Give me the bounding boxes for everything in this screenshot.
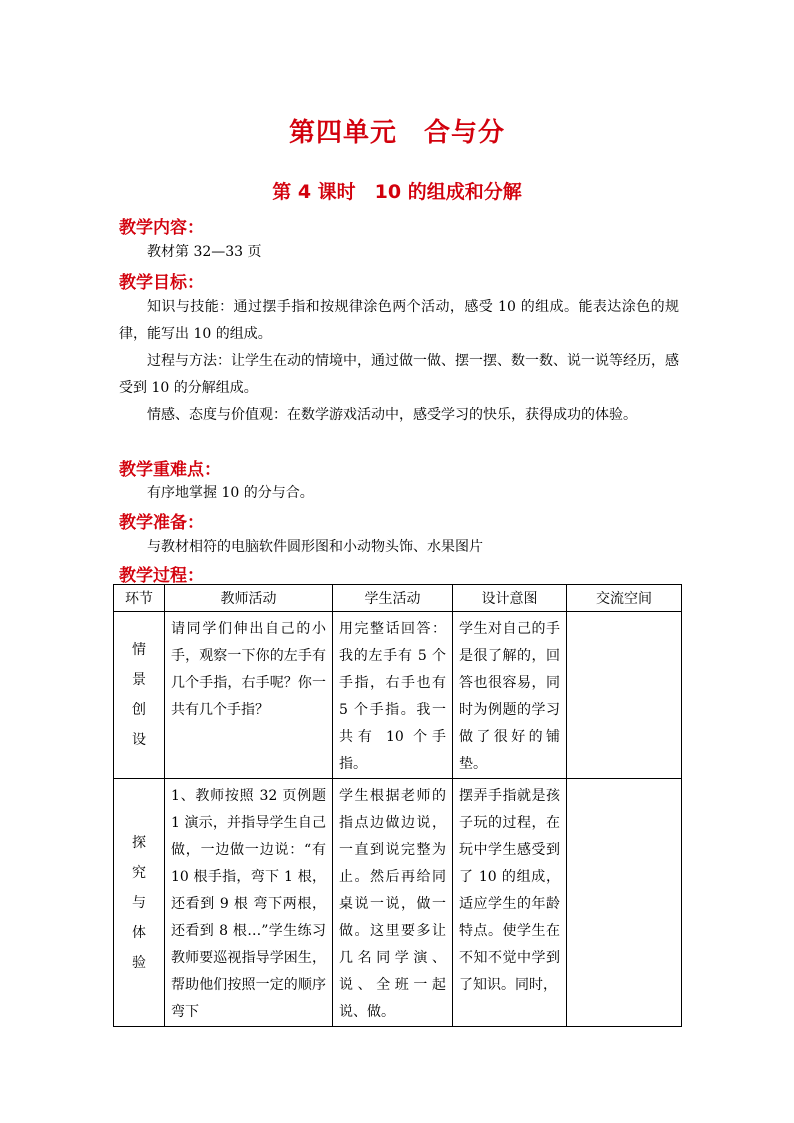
- section-heading-goals: 教学目标：: [119, 273, 204, 293]
- teacher-activity-cell: 1、教师按照 32 页例题 1 演示，并指导学生自己做，一边做一边说：“有 10 根手指，弯下 1 根，还看到 9 根 弯下两根，还看到 8 根…”学生练习教师要巡视指导学困生，帮助他们按照一定的顺序弯下: [165, 779, 333, 1027]
- stage-cell: [114, 612, 165, 779]
- header-exchange-space: 交流空间: [567, 585, 682, 612]
- table-row: [114, 779, 682, 1027]
- lesson-title: 第 4 课时 10 的组成和分解: [272, 181, 522, 203]
- section-heading-content: 教学内容：: [119, 218, 204, 238]
- goal-attitude: 情感、态度与价值观：在数学游戏活动中，感受学习的快乐，获得成功的体验。: [147, 407, 637, 423]
- stage-cell: [114, 779, 165, 1027]
- teacher-activity-cell: 请同学们伸出自己的小手，观察一下你的左手有几个手指，右手呢？你一共有几个手指？: [165, 612, 333, 779]
- process-table: [113, 584, 682, 1027]
- preparation-text: 与教材相符的电脑软件圆形图和小动物头饰、水果图片: [147, 539, 483, 555]
- design-intent-cell: 学生对自己的手是很了解的，回答也很容易，同时为例题的学习做了很好的铺垫。: [453, 612, 567, 779]
- table-row: [114, 612, 682, 779]
- header-teacher-activity: 教师活动: [165, 585, 333, 612]
- stage-label: 情景创设: [132, 642, 146, 748]
- student-activity-cell: 用完整话回答：我的左手有 5 个手指，右手也有 5 个手指。我一共有 10 个手指。: [333, 612, 453, 779]
- unit-title: 第四单元 合与分: [288, 118, 505, 148]
- section-heading-preparation: 教学准备：: [119, 513, 204, 533]
- header-student-activity: 学生活动: [333, 585, 453, 612]
- section-heading-process: 教学过程：: [119, 566, 204, 586]
- goal-knowledge: 知识与技能：通过摆手指和按规律涂色两个活动，感受 10 的组成。能表达涂色的规律，能写出 10 的组成。: [119, 299, 679, 342]
- header-design-intent: 设计意图: [453, 585, 567, 612]
- design-intent-cell: 摆弄手指就是孩子玩的过程，在玩中学生感受到了 10 的组成，适应学生的年龄特点。使学生在不知不觉中学到了知识。同时，: [453, 779, 567, 1027]
- header-stage: 环节: [114, 585, 165, 612]
- exchange-space-cell: [567, 612, 682, 779]
- exchange-space-cell: [567, 779, 682, 1027]
- table-header-row: [114, 585, 682, 612]
- goal-process: 过程与方法：让学生在动的情境中，通过做一做、摆一摆、数一数、说一说等经历，感受到 10 的分解组成。: [119, 353, 679, 396]
- student-activity-cell: 学生根据老师的指点边做边说，一直到说完整为止。然后再给同桌说一说，做一做。这里要多让几名同学演、说、全班一起说、做。: [333, 779, 453, 1027]
- content-text: 教材第 32—33 页: [147, 244, 262, 260]
- key-points-text: 有序地掌握 10 的分与合。: [147, 485, 314, 501]
- stage-label: 探究与体验: [132, 834, 146, 971]
- section-heading-key-points: 教学重难点：: [119, 460, 221, 480]
